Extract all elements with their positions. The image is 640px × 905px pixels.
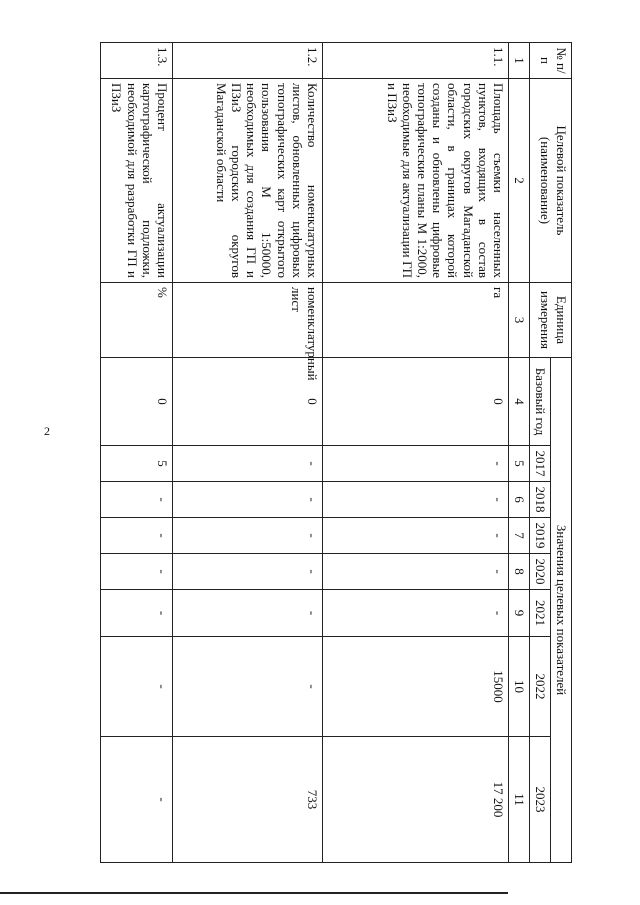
column-number-row (509, 43, 530, 863)
header-year: 2017 (530, 446, 551, 482)
year-value: - (101, 554, 173, 590)
year-value: - (173, 554, 323, 590)
year-value: - (323, 554, 509, 590)
indicator-unit: га (323, 283, 509, 358)
row-number: 1.3. (101, 43, 173, 79)
column-number: 3 (509, 283, 530, 358)
column-number: 1 (509, 43, 530, 79)
year-value: 15000 (323, 637, 509, 737)
header-base-year: Базовый год (530, 358, 551, 446)
header-year: 2018 (530, 482, 551, 518)
header-year: 2022 (530, 637, 551, 737)
row-number: 1.1. (323, 43, 509, 79)
column-number: 2 (509, 79, 530, 283)
year-value: - (101, 482, 173, 518)
header-values-group: Значения целевых показателей (551, 358, 572, 863)
year-value: - (323, 482, 509, 518)
base-year-value: 0 (101, 358, 173, 446)
header-unit: Единица измерения (530, 283, 572, 358)
year-value: - (173, 518, 323, 554)
header-year: 2020 (530, 554, 551, 590)
header-number: № п/п (530, 43, 572, 79)
year-value: - (173, 482, 323, 518)
indicator-name: Количество номенклатурных листов, обновленных цифровых топографических карт открытого пользования М 1:50000, необходимых для создания ГП и ПЗиЗ городских округов Магаданской области (173, 79, 323, 283)
indicator-unit: % (101, 283, 173, 358)
base-year-value: 0 (323, 358, 509, 446)
year-value: - (173, 637, 323, 737)
year-value: - (101, 590, 173, 637)
year-value: - (101, 518, 173, 554)
page-number: 2 (44, 424, 50, 438)
column-number: 6 (509, 482, 530, 518)
column-number: 10 (509, 637, 530, 737)
indicator-name: Процент актуализации картографической подложки, необходимой для разработки ГП и ПЗиЗ (101, 79, 173, 283)
year-value: - (101, 737, 173, 863)
column-number: 11 (509, 737, 530, 863)
year-value: - (323, 590, 509, 637)
rotated-table-wrapper (102, 42, 572, 862)
column-number: 5 (509, 446, 530, 482)
column-number: 4 (509, 358, 530, 446)
header-indicator-name: Целевой показатель (наименование) (530, 79, 572, 283)
row-number: 1.2. (173, 43, 323, 79)
column-number: 9 (509, 590, 530, 637)
base-year-value: 0 (173, 358, 323, 446)
year-value: - (173, 590, 323, 637)
year-value: - (323, 518, 509, 554)
year-value: 5 (101, 446, 173, 482)
table-row (323, 43, 509, 863)
header-year: 2023 (530, 737, 551, 863)
indicator-unit: номенклатурный лист (173, 283, 323, 358)
table-row (173, 43, 323, 863)
year-value: 733 (173, 737, 323, 863)
table-row (101, 43, 173, 863)
column-number: 7 (509, 518, 530, 554)
year-value: - (173, 446, 323, 482)
column-number: 8 (509, 554, 530, 590)
target-indicators-table (100, 42, 572, 863)
header-year: 2019 (530, 518, 551, 554)
header-year: 2021 (530, 590, 551, 637)
year-value: - (323, 446, 509, 482)
year-value: 17 200 (323, 737, 509, 863)
year-value: - (101, 637, 173, 737)
bottom-rule (0, 892, 508, 894)
indicator-name: Площадь съемки населенных пунктов, входящих в состав городских округов Магаданской области, в границах которой созданы и обновлены цифровые топографические планы М 1:2000, необходимые для актуализации ГП и ПЗиЗ (323, 79, 509, 283)
